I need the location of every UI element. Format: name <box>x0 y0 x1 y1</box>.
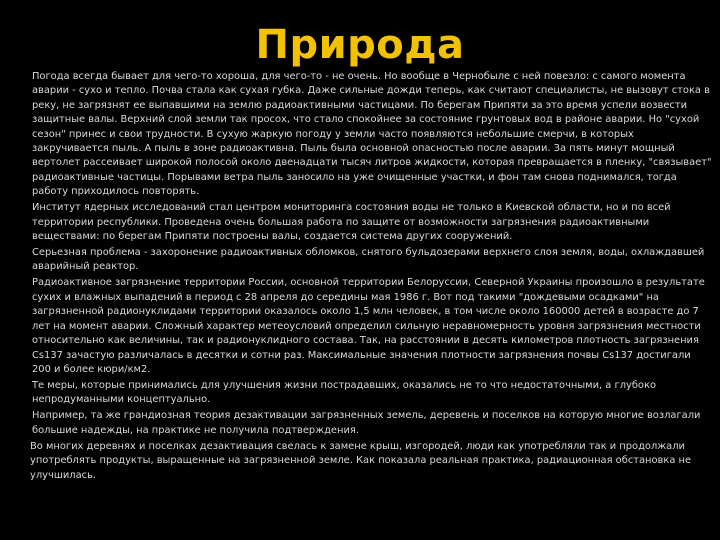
paragraph-disposal: Серьезная проблема - захоронение радиоактивных обломков, снятого бульдозерами верхнего слоя земля, воды, охлаждавшей аварийный реактор. <box>32 247 705 273</box>
paragraph-decontamination-theory: Например, та же грандиозная теория дезактивации загрязненных земель, деревень и поселков на которую многие возлагали большие надежды, на практике не получила подтверждения. <box>32 410 701 436</box>
paragraph-villages: Во многих деревнях и поселках дезактивация свелась к замене крыш, изгородей, люди как употребляли так и продолжали употреблять продукты, выращенные на загрязненной земле. Как показала реальная практика, радиационная обстановка не улучшилась. <box>30 440 692 481</box>
slide-title: Природа <box>255 22 465 68</box>
slide-body <box>32 70 712 485</box>
paragraph-measures: Те меры, которые принимались для улучшения жизни пострадавших, оказались не то что недостаточными, а глубоко непродуманными концептуально. <box>32 379 656 406</box>
paragraph-contamination: Радиоактивное загрязнение территории России, основной территории Белоруссии, Северной Украины произошло в результате сухих и влажных выпадений в период с 28 апреля до середины мая 1986 г. Вот под такими "дождевыми осадками" на загрязненной радионуклидами территории оказалось около 1,5 млн человек, в том числе около 160000 детей в возрасте до 7 лет на момент аварии. Сложный характер метеоусловий определил сильную неравномерность уровня загрязнения местности относительно как величины, так и радионуклидного состава. Так, на расстоянии в десять километров плотность загрязнения Cs137 зачастую различалась в десятки и сотни раз. Максимальные значения плотности загрязнения почвы Cs137 достигали 200 и более кюри/км2. <box>32 277 705 375</box>
paragraph-weather: Погода всегда бывает для чего-то хороша, для чего-то - не очень. Но вообще в Чернобыле с ней повезло: с самого момента аварии - сухо и тепло. Почва стала как сухая губка. Даже сильные дожди теперь, как считают специалисты, не вызовут стока в реку, не загрязнят ее выпавшими на землю радиоактивными частицами. По берегам Припяти за это время успели возвести защитные валы. Верхний слой земли так просох, что стало спокойнее за состояние грунтовых вод в районе аварии. Но "сухой сезон" принес и свои трудности. В сухую жаркую погоду у земли часто появляются небольшие смерчи, в которых закручивается пыль. А пыль в зоне радиоактивна. Пыль была основной опасностью после аварии. За пять минут мощный вертолет рассеивает широкой полосой около двенадцати тысяч литров жидкости, которая превращается в пленку, "связывает" радиоактивные частицы. Порывами ветра пыль заносило на уже очищенные участки, и фон там снова поднимался, тогда работу приходилось повторять. <box>32 71 712 198</box>
paragraph-institute: Институт ядерных исследований стал центром мониторинга состояния воды не только в Киевской области, но и по всей территории республики. Проведена очень большая работа по защите от возможности загрязнения радиоактивными веществами: по берегам Припяти построены валы, создается система других сооружений. <box>32 202 671 243</box>
